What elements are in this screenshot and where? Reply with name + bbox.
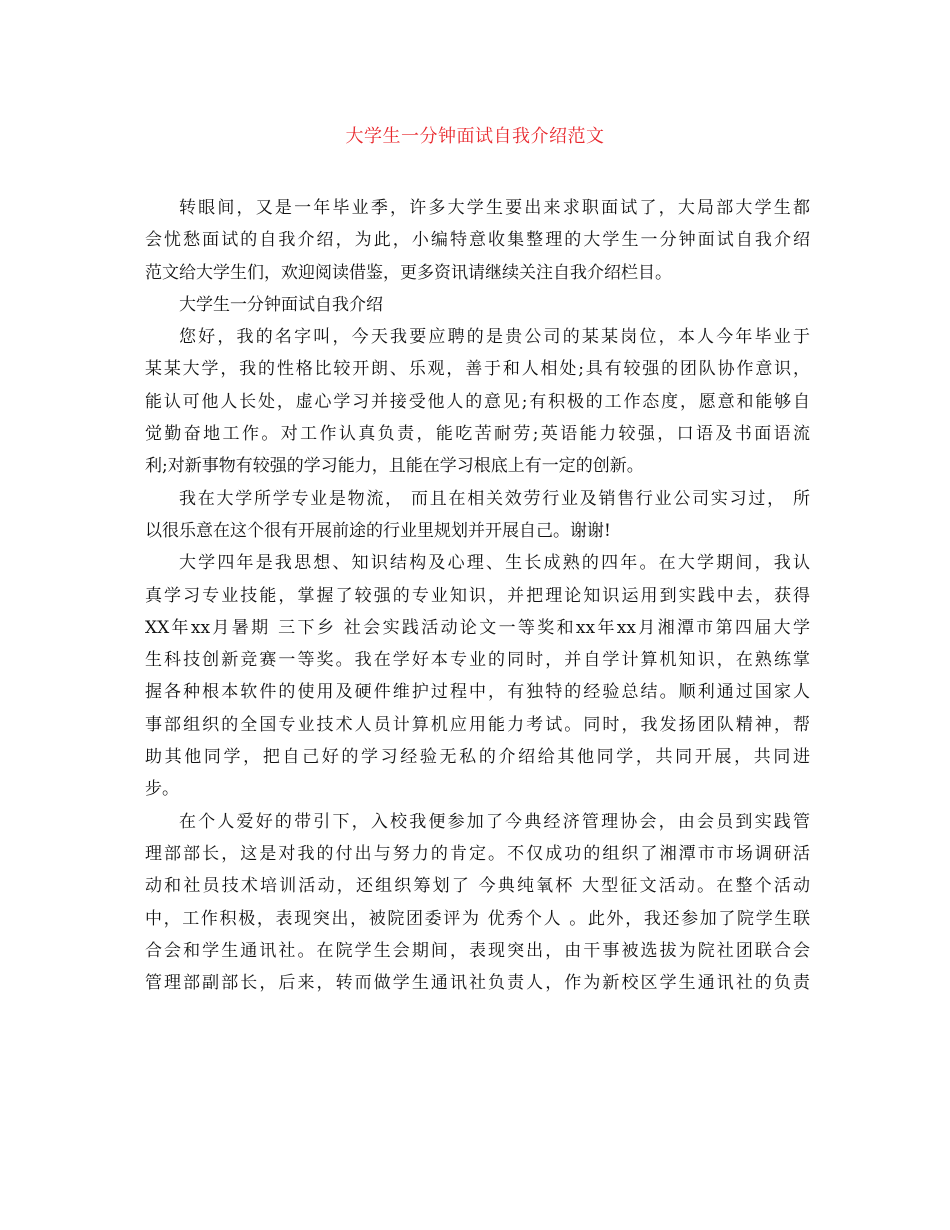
- text-line: 合会和学生通讯社。在院学生会期间，表现突出，由干事被选拔为院社团联合会: [145, 940, 810, 961]
- text-line: 步。: [145, 779, 179, 800]
- text-line: XX年xx月暑期 三下乡 社会实践活动论文一等奖和xx年xx月湘潭市第四届大学: [145, 617, 810, 638]
- text-line: 会忧愁面试的自我介绍，为此，小编特意收集整理的大学生一分钟面试自我介绍: [145, 230, 810, 251]
- text-line: 以很乐意在这个很有开展前途的行业里规划并开展自己。谢谢!: [145, 520, 611, 541]
- document-body: [145, 192, 810, 999]
- text-line: 助其他同学，把自己好的学习经验无私的介绍给其他同学，共同开展，共同进: [145, 747, 810, 768]
- text-line: 大学四年是我思想、知识结构及心理、生长成熟的四年。在大学期间，我认: [179, 553, 810, 574]
- text-line: 事部组织的全国专业技术人员计算机应用能力考试。同时，我发扬团队精神，帮: [145, 714, 810, 735]
- text-line: 握各种根本软件的使用及硬件维护过程中，有独特的经验总结。顺利通过国家人: [145, 682, 810, 703]
- text-line: 中，工作积极，表现突出，被院团委评为 优秀个人 。此外，我还参加了院学生联: [145, 908, 810, 929]
- text-line: 生科技创新竞赛一等奖。我在学好本专业的同时，并自学计算机知识，在熟练掌: [145, 650, 810, 671]
- text-line: 在个人爱好的带引下，入校我便参加了今典经济管理协会，由会员到实践管: [179, 811, 810, 832]
- text-line: 能认可他人长处，虚心学习并接受他人的意见;有积极的工作态度，愿意和能够自: [145, 391, 810, 412]
- text-line: 您好，我的名字叫，今天我要应聘的是贵公司的某某岗位，本人今年毕业于: [179, 327, 810, 348]
- text-line: 动和社员技术培训活动，还组织筹划了 今典纯氧杯 大型征文活动。在整个活动: [145, 876, 810, 897]
- text-line: 某某大学，我的性格比较开朗、乐观，善于和人相处;具有较强的团队协作意识，: [145, 359, 810, 380]
- text-line: 理部部长，这是对我的付出与努力的肯定。不仅成功的组织了湘潭市市场调研活: [145, 843, 810, 864]
- section-heading: 大学生一分钟面试自我介绍: [179, 294, 383, 315]
- document-title: 大学生一分钟面试自我介绍范文: [345, 126, 605, 147]
- text-line: 觉勤奋地工作。对工作认真负责，能吃苦耐劳;英语能力较强，口语及书面语流: [145, 424, 810, 445]
- text-line: 管理部副部长，后来，转而做学生通讯社负责人，作为新校区学生通讯社的负责: [145, 973, 810, 994]
- text-line: 利;对新事物有较强的学习能力，且能在学习根底上有一定的创新。: [145, 456, 644, 477]
- text-line: 我在大学所学专业是物流， 而且在相关效劳行业及销售行业公司实习过， 所: [179, 488, 810, 509]
- text-line: 范文给大学生们，欢迎阅读借鉴，更多资讯请继续关注自我介绍栏目。: [145, 262, 672, 283]
- text-line: 真学习专业技能，掌握了较强的专业知识，并把理论知识运用到实践中去，获得: [145, 585, 810, 606]
- text-line: 转眼间，又是一年毕业季，许多大学生要出来求职面试了，大局部大学生都: [179, 198, 810, 218]
